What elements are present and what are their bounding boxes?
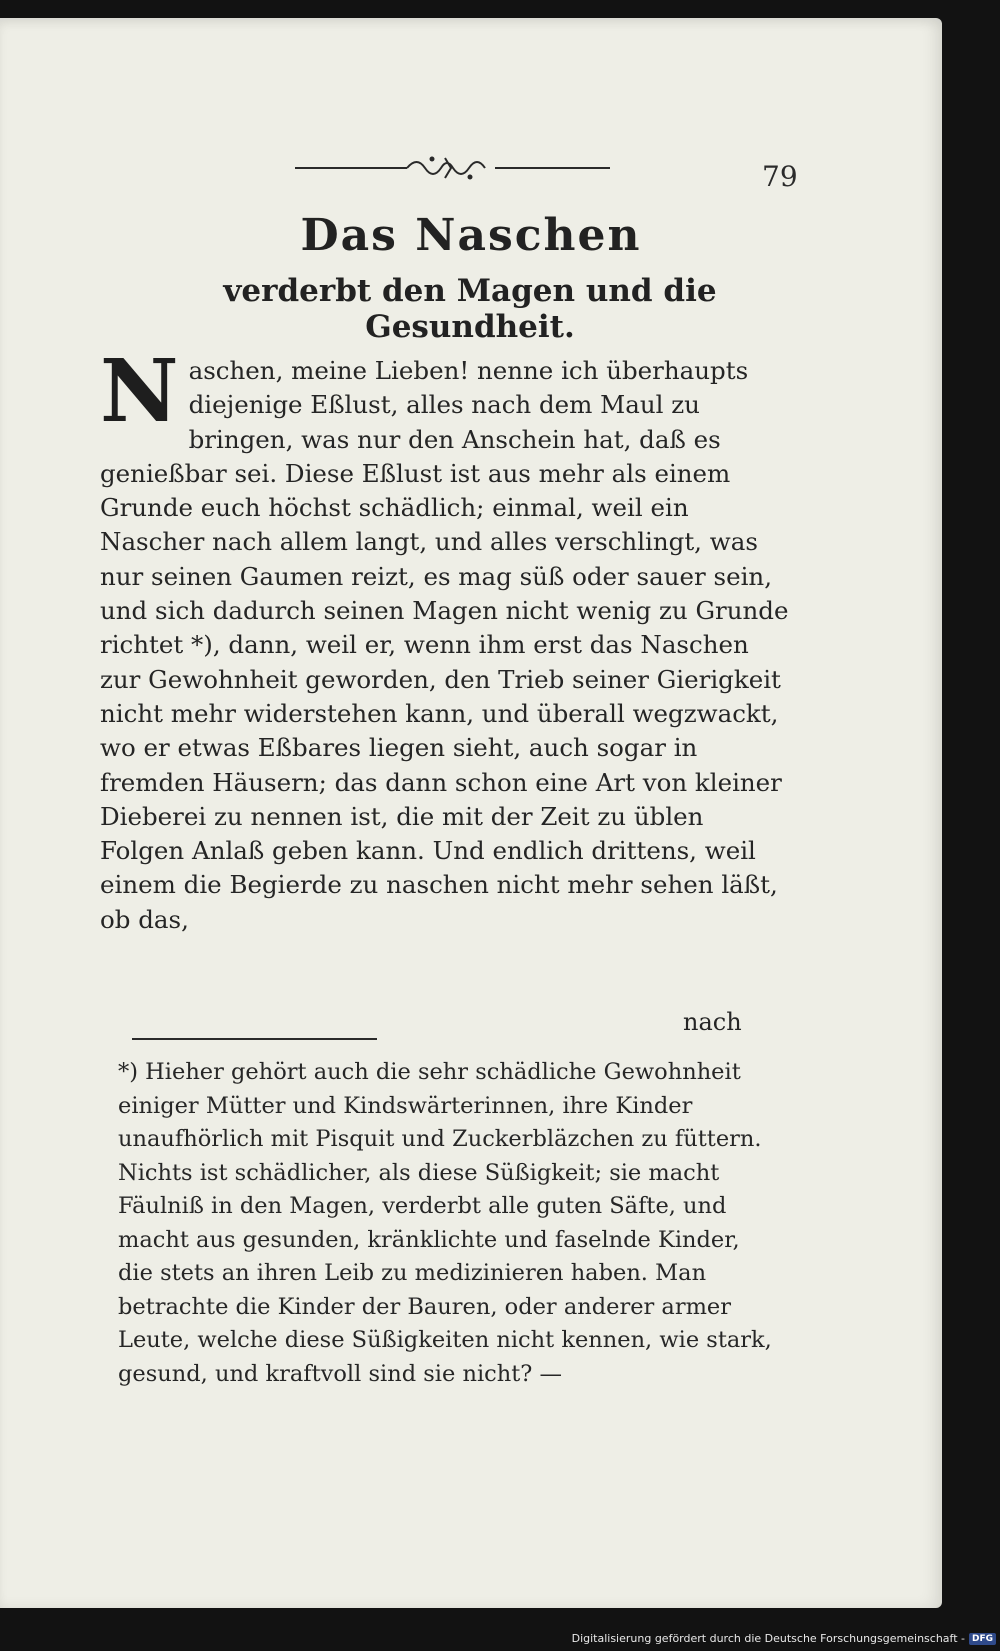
book-page (0, 18, 942, 1608)
footnote: *) Hieher gehört auch die sehr schädliche Gewohnheit einiger Mütter und Kindswärterinnen, ihre Kinder unaufhörlich mit Pisquit und Zuckerbläzchen zu füttern. Nichts ist schädlicher, als diese Süßigkeit; sie macht Fäulniß in den Magen, verderbt alle guten Säfte, und macht aus gesunden, kränklichte und faselnde Kinder, die stets an ihren Leib zu medizinieren haben. Man betrachte die Kinder der Bauren, oder anderer armer Leute, welche diese Süßigkeiten nicht kennen, wie stark, gesund, und kraftvoll sind sie nicht? — (118, 1059, 772, 1387)
body-text: aschen, meine Lieben! nenne ich überhaupts diejenige Eßlust, alles nach dem Maul zu bringen, was nur den Anschein hat, daß es genießbar sei. Diese Eßlust ist aus mehr als einem Grunde euch höchst schädlich; einmal, weil ein Nascher nach allem langt, und alles verschlingt, was nur seinen Gaumen reizt, es mag süß oder sauer sein, und sich dadurch seinen Magen nicht wenig zu Grunde richtet *), dann, weil er, wenn ihm erst das Naschen zur Gewohnheit geworden, den Trieb seiner Gierigkeit nicht mehr widerstehen kann, und überall wegzwackt, wo er etwas Eßbares liegen sieht, auch sogar in fremden Häusern; das dann schon eine Art von kleiner Dieberei zu nennen ist, die mit der Zeit zu üblen Folgen Anlaß geben kann. Und endlich drittens, weil einem die Begierde zu naschen nicht mehr sehen läßt, ob das, (100, 356, 789, 934)
credit-text: Digitalisierung gefördert durch die Deutsche Forschungsgemeinschaft - (571, 1632, 965, 1645)
body-paragraph (100, 341, 792, 937)
chapter-subtitle: verderbt den Magen und die Gesundheit. (223, 273, 717, 345)
digitization-credit (572, 1632, 996, 1645)
drop-cap: N (100, 341, 179, 442)
catchword: nach (683, 1008, 742, 1036)
page-number: 79 (762, 160, 798, 193)
header-ornament (295, 150, 610, 186)
footnote-divider (132, 1038, 377, 1040)
dfg-logo: DFG (969, 1633, 996, 1645)
chapter-title: Das Naschen (300, 210, 642, 261)
